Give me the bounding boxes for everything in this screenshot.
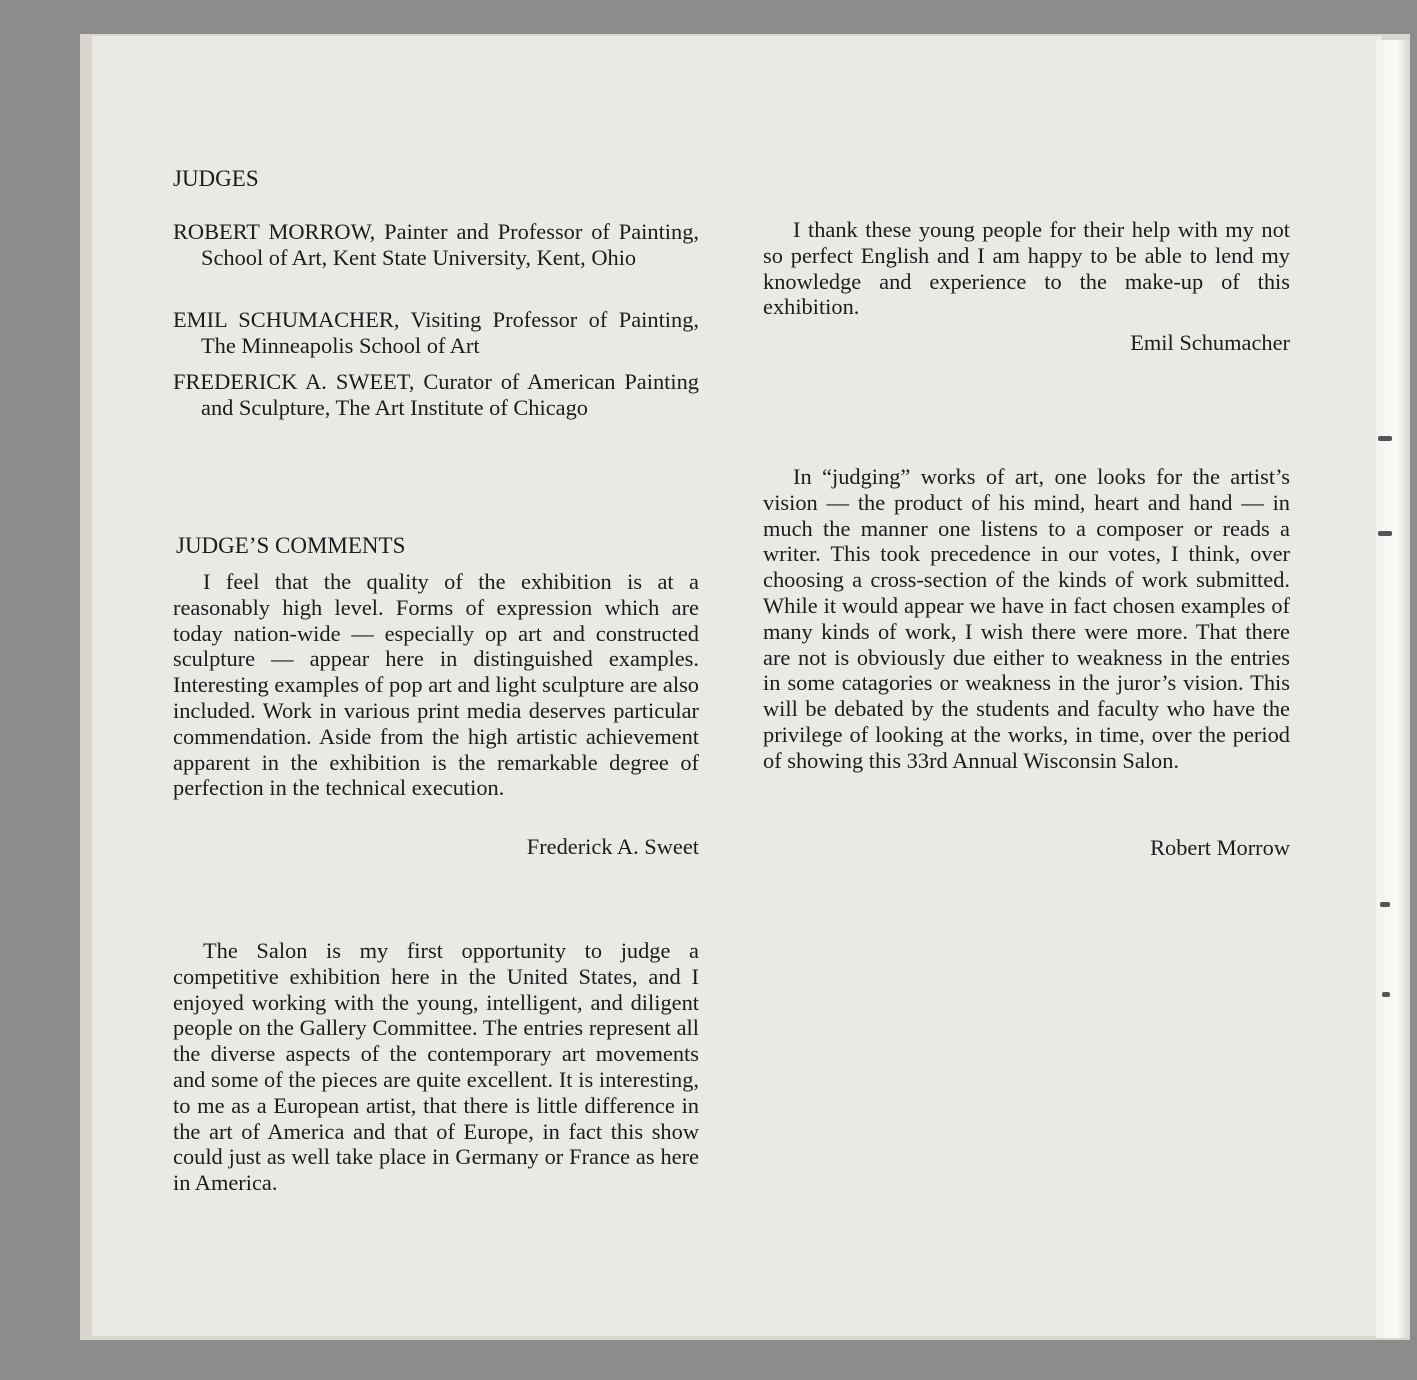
binding-mark	[1378, 531, 1392, 536]
binding-mark	[1380, 902, 1390, 907]
binding-mark	[1382, 992, 1390, 997]
schumacher-comment: The Salon is my first opportunity to judge a competitive exhibition here in the United States, and I enjoyed working with the young, intelligent, and diligent people on the Gallery Committee. The entries represent all the diverse aspects of the contemporary art movements and some of the pieces are quite excellent. It is interesting, to me as a European artist, that there is little difference in the art of America and that of Europe, in fact this show could just as well take place in Germany or France as here in America.	[173, 938, 699, 1196]
judges-heading: JUDGES	[173, 166, 259, 191]
morrow-signature: Robert Morrow	[1150, 835, 1290, 860]
facing-page-edge	[1376, 40, 1410, 1338]
judge-entry-schumacher: EMIL SCHUMACHER, Visiting Professor of Painting, The Minneapolis School of Art	[173, 307, 699, 358]
schumacher-comment-continued: I thank these young people for their help with my not so perfect English and I am happy to be able to lend my knowledge and experience to the make-up of this exhibition.	[763, 217, 1290, 320]
morrow-comment: In “judging” works of art, one looks for the artist’s vision — the product of his mind, heart and hand — in much the manner one listens to a composer or reads a writer. This took precedence in our votes, I think, over choosing a cross-section of the kinds of work submitted. While it would appear we have in fact chosen examples of many kinds of work, I wish there were more. That there are not is obviously due either to weakness in the entries in some catagories or weakness in the juror’s vision. This will be debated by the students and faculty who have the privilege of looking at the works, in time, over the period of showing this 33rd Annual Wisconsin Salon.	[763, 464, 1290, 773]
judge-entry-sweet: FREDERICK A. SWEET, Curator of American Painting and Sculpture, The Art Institute of Chicago	[173, 369, 699, 420]
judge-entry-morrow: ROBERT MORROW, Painter and Professor of Painting, School of Art, Kent State University, Kent, Ohio	[173, 219, 699, 270]
schumacher-signature: Emil Schumacher	[1130, 330, 1290, 355]
binding-mark	[1378, 436, 1392, 441]
sweet-comment: I feel that the quality of the exhibition is at a reasonably high level. Forms of expression which are today nation-wide — especially op art and constructed sculpture — appear here in distinguished examples. Interesting examples of pop art and light sculpture are also included. Work in various print media deserves particular commendation. Aside from the high artistic achievement apparent in the exhibition is the remarkable degree of perfection in the technical execution.	[173, 569, 699, 801]
comments-heading: JUDGE’S COMMENTS	[176, 533, 406, 558]
sweet-signature: Frederick A. Sweet	[526, 834, 699, 859]
